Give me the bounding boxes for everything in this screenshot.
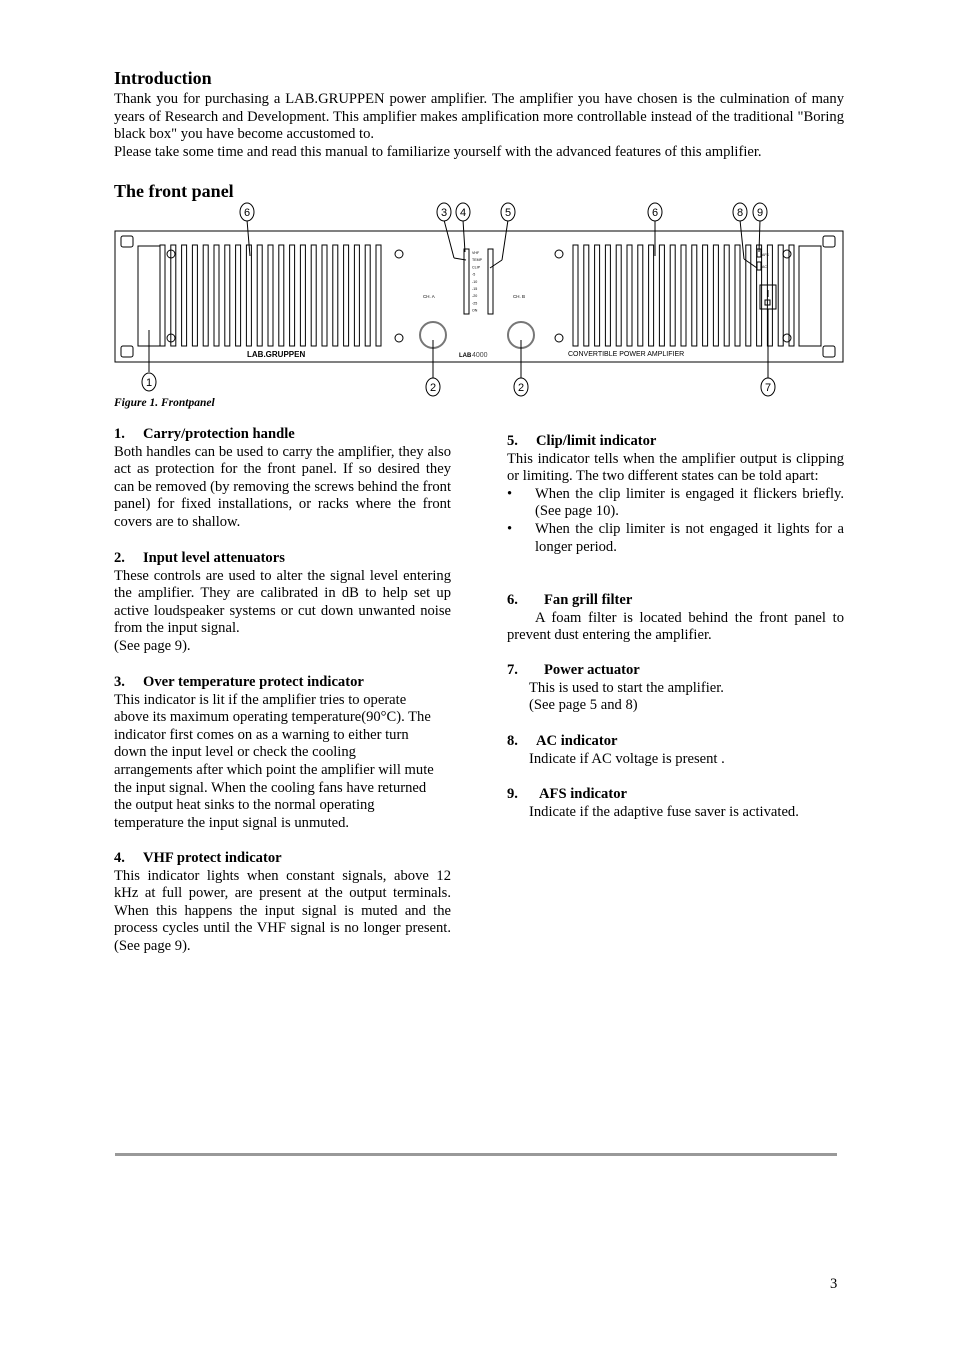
- grill-slat: [616, 245, 621, 346]
- meter-label: -10: [472, 279, 478, 284]
- grill-slat: [649, 245, 654, 346]
- model-number: 4000: [472, 352, 488, 359]
- callout-number: 4: [459, 207, 467, 219]
- grill-slat: [713, 245, 718, 346]
- callout-number: 1: [145, 377, 153, 389]
- grill-slat: [333, 245, 338, 346]
- callout-number: 7: [764, 382, 772, 394]
- meter-label: -25: [472, 301, 478, 306]
- brand-logo: LAB.GRUPPEN: [247, 350, 306, 359]
- grill-slat: [257, 245, 262, 346]
- intro-paragraph-1: Thank you for purchasing a LAB.GRUPPEN power amplifier. The amplifier you have chosen is the culmination of many years of Research and Development. This amplifier makes amplification more controllable instead of the traditional "Boring black box" you have become accustomed to.: [114, 91, 844, 143]
- grill-slat: [595, 245, 600, 346]
- callout-number: 8: [736, 207, 744, 219]
- section-body: Indicate if AC voltage is present .: [529, 750, 725, 767]
- section-body: Indicate if the adaptive fuse saver is activated.: [529, 803, 799, 820]
- ac-led: [757, 262, 761, 270]
- front-panel-figure: [0, 0, 954, 400]
- grill-slat: [724, 245, 729, 346]
- callout-number: 9: [756, 207, 764, 219]
- bullet-item: • When the clip limiter is not engaged it lights for a longer period.: [507, 520, 844, 555]
- section-4: 4. VHF protect indicator This indicator lights when constant signals, above 12 kHz at full power, are present at the output terminals. When this happens the input signal is muted and the process cycles until the VHF signal is no longer present. (See page 9).: [114, 850, 451, 954]
- grill-slat: [573, 245, 578, 346]
- section-body: This indicator tells when the amplifier output is clipping or limiting. The two different states can be told apart:: [507, 450, 844, 485]
- fan-grill-right: [573, 245, 794, 346]
- section-title: AFS indicator: [539, 786, 627, 802]
- grill-slat: [192, 245, 197, 346]
- handle-right: [799, 246, 821, 346]
- grill-slat: [225, 245, 230, 346]
- meter-label: -5: [472, 272, 476, 277]
- section-title: Clip/limit indicator: [536, 433, 657, 449]
- page-number: 3: [830, 1276, 838, 1292]
- callout-number: 2: [517, 382, 525, 394]
- intro-paragraph-2: Please take some time and read this manual to familiarize yourself with the advanced features of this amplifier.: [114, 144, 762, 160]
- grill-slat: [236, 245, 241, 346]
- ch-a-label: CH. A: [423, 294, 435, 299]
- meter-label: -20: [472, 294, 478, 299]
- grill-slat: [214, 245, 219, 346]
- meter-label: ON: [472, 308, 478, 313]
- grill-slat: [605, 245, 610, 346]
- grill-slat: [203, 245, 208, 346]
- section-6: 6. Fan grill filter A foam filter is located behind the front panel to prevent dust entering the amplifier.: [507, 592, 844, 644]
- section-body: This is used to start the amplifier.: [529, 679, 724, 696]
- grill-slat: [376, 245, 381, 346]
- ch-b-label: CH. B: [513, 294, 526, 299]
- ac-label: AC: [762, 265, 767, 269]
- section-title: VHF protect indicator: [143, 850, 282, 866]
- grill-slat: [692, 245, 697, 346]
- section-title: Fan grill filter: [544, 592, 633, 608]
- grill-slat: [171, 245, 176, 346]
- grill-slat: [584, 245, 589, 346]
- grill-slat: [746, 245, 751, 346]
- afs-label: AFS: [762, 253, 769, 257]
- grill-slat: [182, 245, 187, 346]
- bullet-item: • When the clip limiter is engaged it flickers briefly. (See page 10).: [507, 485, 844, 520]
- meter-label: VHF: [472, 251, 480, 255]
- section-2: 2. Input level attenuators These controls are used to alter the signal level entering the amplifier. They are calibrated in dB to help set up active loudspeaker systems or cut down unwanted noise from the input signal. (See page 9).: [114, 550, 451, 654]
- section-9: 9. AFS indicator Indicate if the adaptive fuse saver is activated.: [507, 786, 844, 821]
- section-title: Over temperature protect indicator: [143, 674, 364, 690]
- footer-rule: [115, 1153, 837, 1156]
- callout-number: 6: [651, 207, 659, 219]
- section-7: 7. Power actuator This is used to start the amplifier. (See page 5 and 8): [507, 662, 844, 715]
- intro-heading: Introduction: [114, 68, 212, 88]
- section-body: This indicator is lit if the amplifier tries to operate above its maximum operating temperature(90°C). The indicator first comes on as a warning to either turn down the input level or check the cooling arrangements after which point the amplifier will mute the input signal. When the cooling fans have returned the output heat sinks to the normal operating temperature the input signal is unmuted.: [114, 691, 434, 831]
- meter-label: -15: [472, 287, 478, 291]
- grill-slat: [300, 245, 305, 346]
- grill-slat: [365, 245, 370, 346]
- section-1: 1. Carry/protection handle Both handles can be used to carry the amplifier, they also act as protection for the front panel. If so desired they can be removed (by removing the screws behind the front panel) for fixed installations, or racks where the front covers are to shallow.: [114, 426, 451, 530]
- section-8: 8. AC indicator Indicate if AC voltage is present .: [507, 733, 844, 768]
- callout-number: 2: [429, 382, 437, 394]
- grill-slat: [311, 245, 316, 346]
- meter-label: CLIP: [472, 265, 480, 270]
- grill-slat: [160, 245, 165, 346]
- grill-slat: [789, 245, 794, 346]
- section-3: 3. Over temperature protect indicator This indicator is lit if the amplifier tries to operate above its maximum operating temperature(90°C). The indicator first comes on as a warning to either turn down the input level or check the cooling arrangements after which point the amplifier will mute the input signal. When the cooling fans have returned the output heat sinks to the normal operating temperature the input signal is unmuted.: [114, 674, 434, 831]
- section-title: Input level attenuators: [143, 550, 285, 566]
- meter-b: [488, 249, 493, 314]
- grill-slat: [659, 245, 664, 346]
- section-body: This indicator lights when constant signals, above 12 kHz at full power, are present at the output terminals. When this happens the input signal is muted and the process cycles until the VHF signal is no longer present. (See page 9).: [114, 867, 451, 954]
- grill-slat: [778, 245, 783, 346]
- section-body: These controls are used to alter the signal level entering the amplifier. They are calibrated in dB to help set up active loudspeaker systems or cut down unwanted noise from the input signal.: [114, 567, 451, 637]
- grill-slat: [638, 245, 643, 346]
- section-5: 5. Clip/limit indicator This indicator tells when the amplifier output is clipping or limiting. The two different states can be told apart: • When the clip limiter is engaged it flickers briefly. (See page 10). • When the clip limiter is not engaged it lights for a longer period.: [507, 433, 844, 555]
- grill-slat: [703, 245, 708, 346]
- callout-number: 5: [504, 207, 512, 219]
- grill-slat: [681, 245, 686, 346]
- meter-a: [464, 249, 469, 314]
- grill-slat: [290, 245, 295, 346]
- grill-slat: [627, 245, 632, 346]
- fan-grill-left: [160, 245, 381, 346]
- callout-number: 6: [243, 207, 251, 219]
- grill-slat: [354, 245, 359, 346]
- grill-slat: [268, 245, 273, 346]
- grill-slat: [246, 245, 251, 346]
- section-title: Carry/protection handle: [143, 426, 295, 442]
- grill-slat: [344, 245, 349, 346]
- section-title: AC indicator: [536, 733, 618, 749]
- tagline: CONVERTIBLE POWER AMPLIFIER: [568, 351, 685, 358]
- section-title: Power actuator: [544, 662, 640, 678]
- grill-slat: [757, 245, 762, 346]
- section-extra: (See page 5 and 8): [529, 697, 638, 714]
- callout-number: 3: [440, 207, 448, 219]
- section-extra: (See page 9).: [114, 637, 191, 654]
- section-body: Both handles can be used to carry the amplifier, they also act as protection for the front panel. If so desired they can be removed (by removing the screws behind the front panel) for fixed installations, or racks where the front covers are to shallow.: [114, 443, 451, 530]
- grill-slat: [322, 245, 327, 346]
- meter-label: TEMP: [472, 258, 482, 263]
- grill-slat: [279, 245, 284, 346]
- section-body: A foam filter is located behind the front panel to prevent dust entering the amplifier.: [507, 609, 844, 644]
- model-prefix: LAB: [459, 353, 472, 359]
- front-panel-heading: The front panel: [114, 181, 234, 201]
- grill-slat: [670, 245, 675, 346]
- figure-caption: Figure 1. Frontpanel: [114, 397, 215, 409]
- grill-slat: [735, 245, 740, 346]
